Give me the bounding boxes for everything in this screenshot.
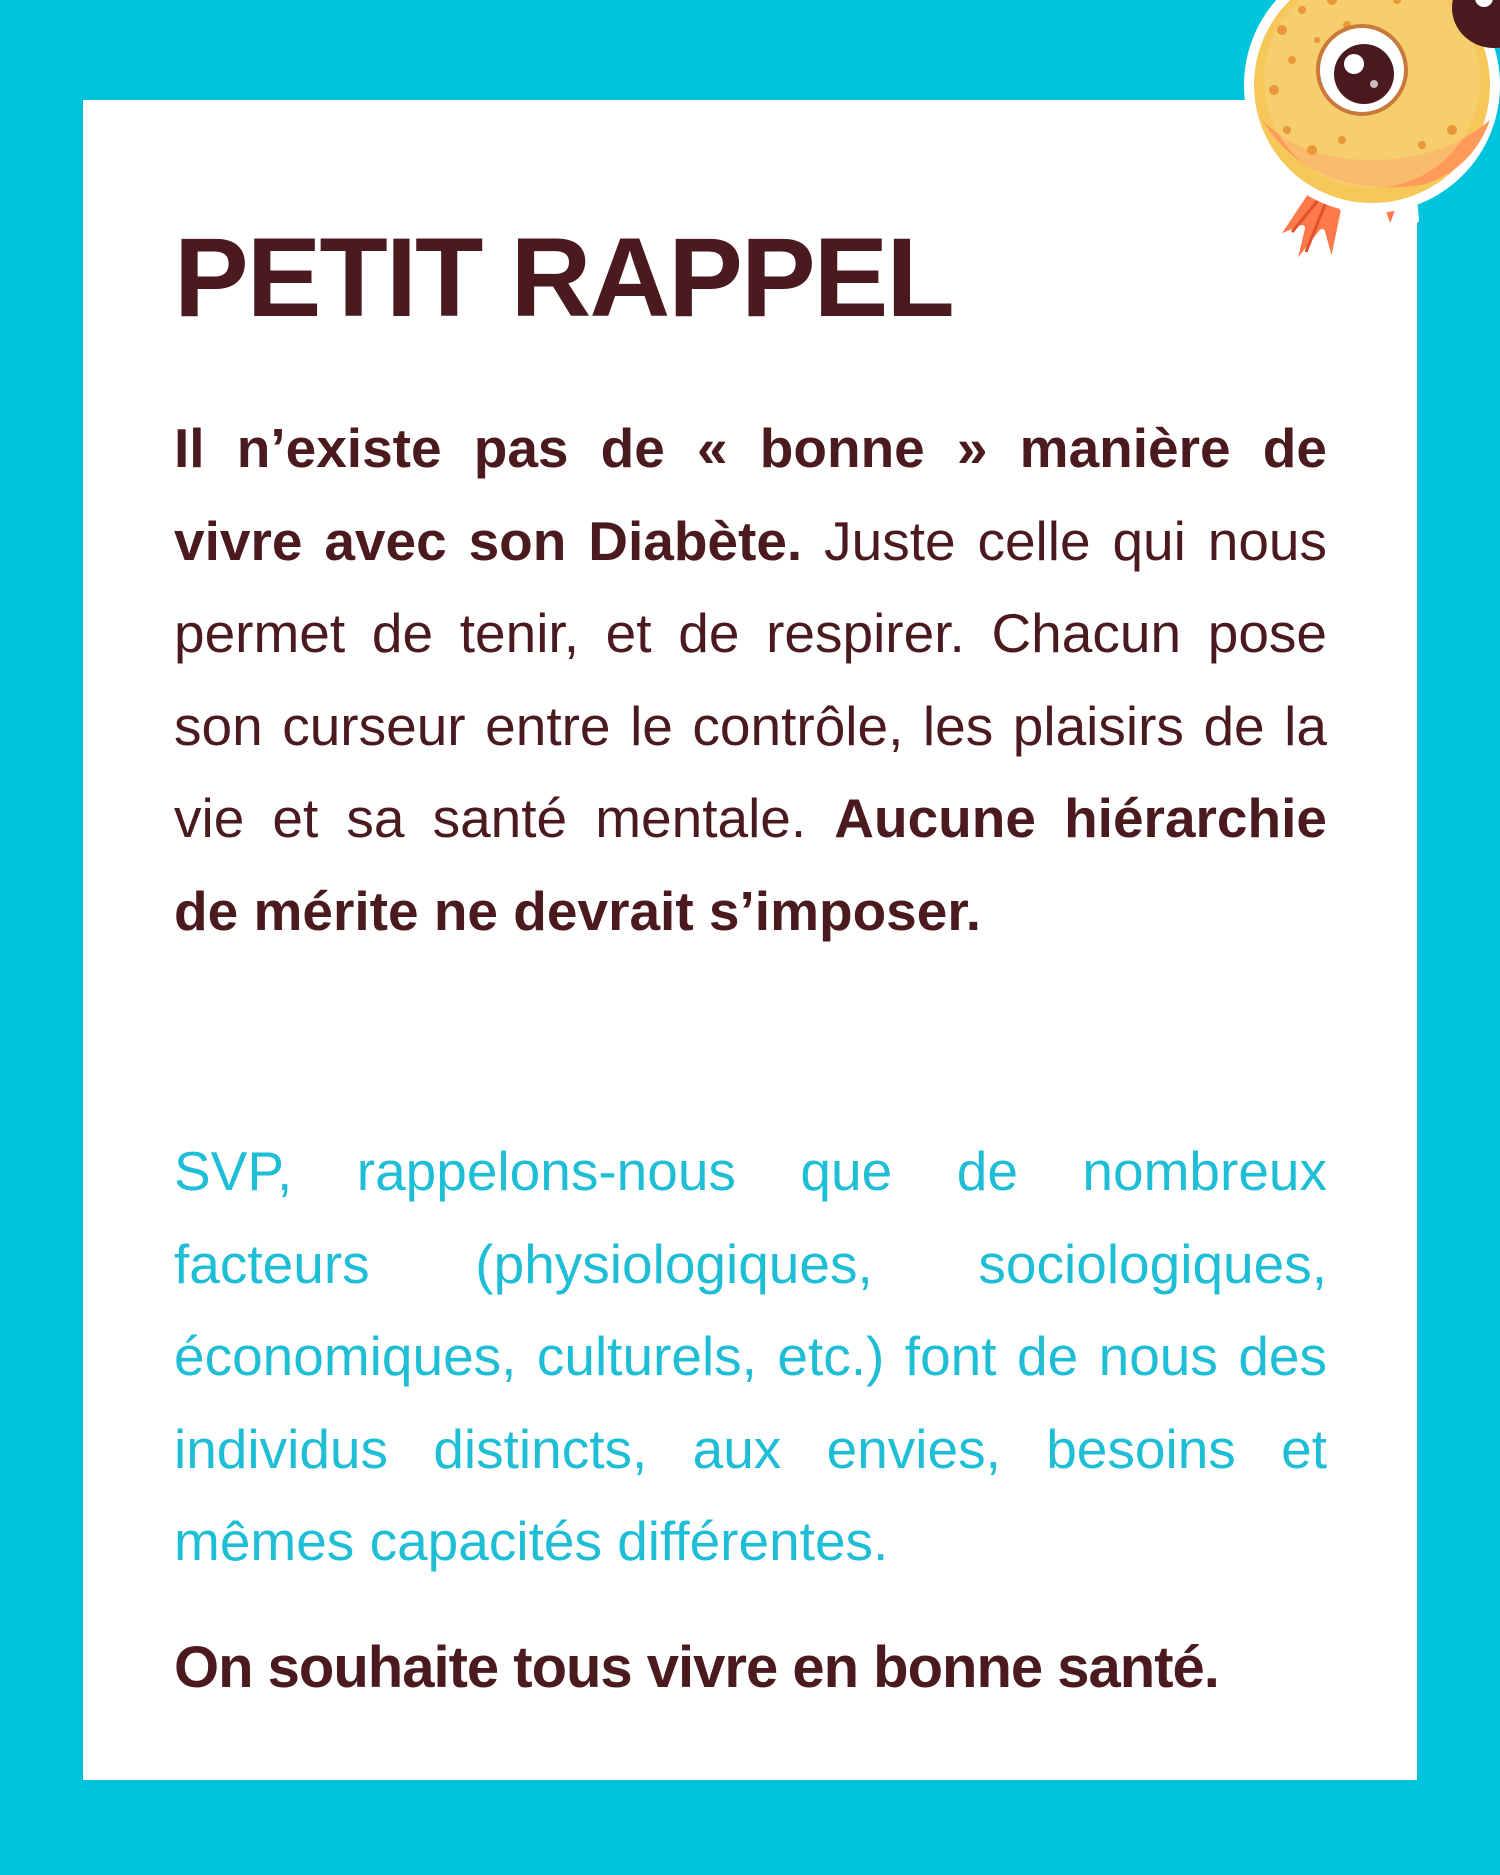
- reminder-conclusion: Aucune hiérarchie de mérite ne devrait s’imposer.: [174, 787, 1327, 942]
- reminder-paragraph: [174, 402, 1327, 957]
- closing-statement: On souhaite tous vivre en bonne santé.: [174, 1635, 1219, 1700]
- puffer-fish-icon: [1222, 0, 1500, 290]
- reminder-card: [83, 100, 1417, 1780]
- reminder-lead: Il n’existe pas de « bonne » manière de vivre avec son Diabète.: [174, 417, 1327, 572]
- page-title: PETIT RAPPEL: [174, 215, 953, 340]
- factors-paragraph: SVP, rappelons-nous que de nombreux facteurs (physiologiques, sociologiques, économiques, culturels, etc.) font de nous des individus distincts, aux envies, besoins et mêmes capacités différentes.: [174, 1140, 1327, 1572]
- reminder-body: Juste celle qui nous permet de tenir, et de respirer. Chacun pose son curseur entre le contrôle, les plaisirs de la vie et sa santé mentale.: [174, 509, 1328, 849]
- fish-eye-icon: [1318, 26, 1406, 114]
